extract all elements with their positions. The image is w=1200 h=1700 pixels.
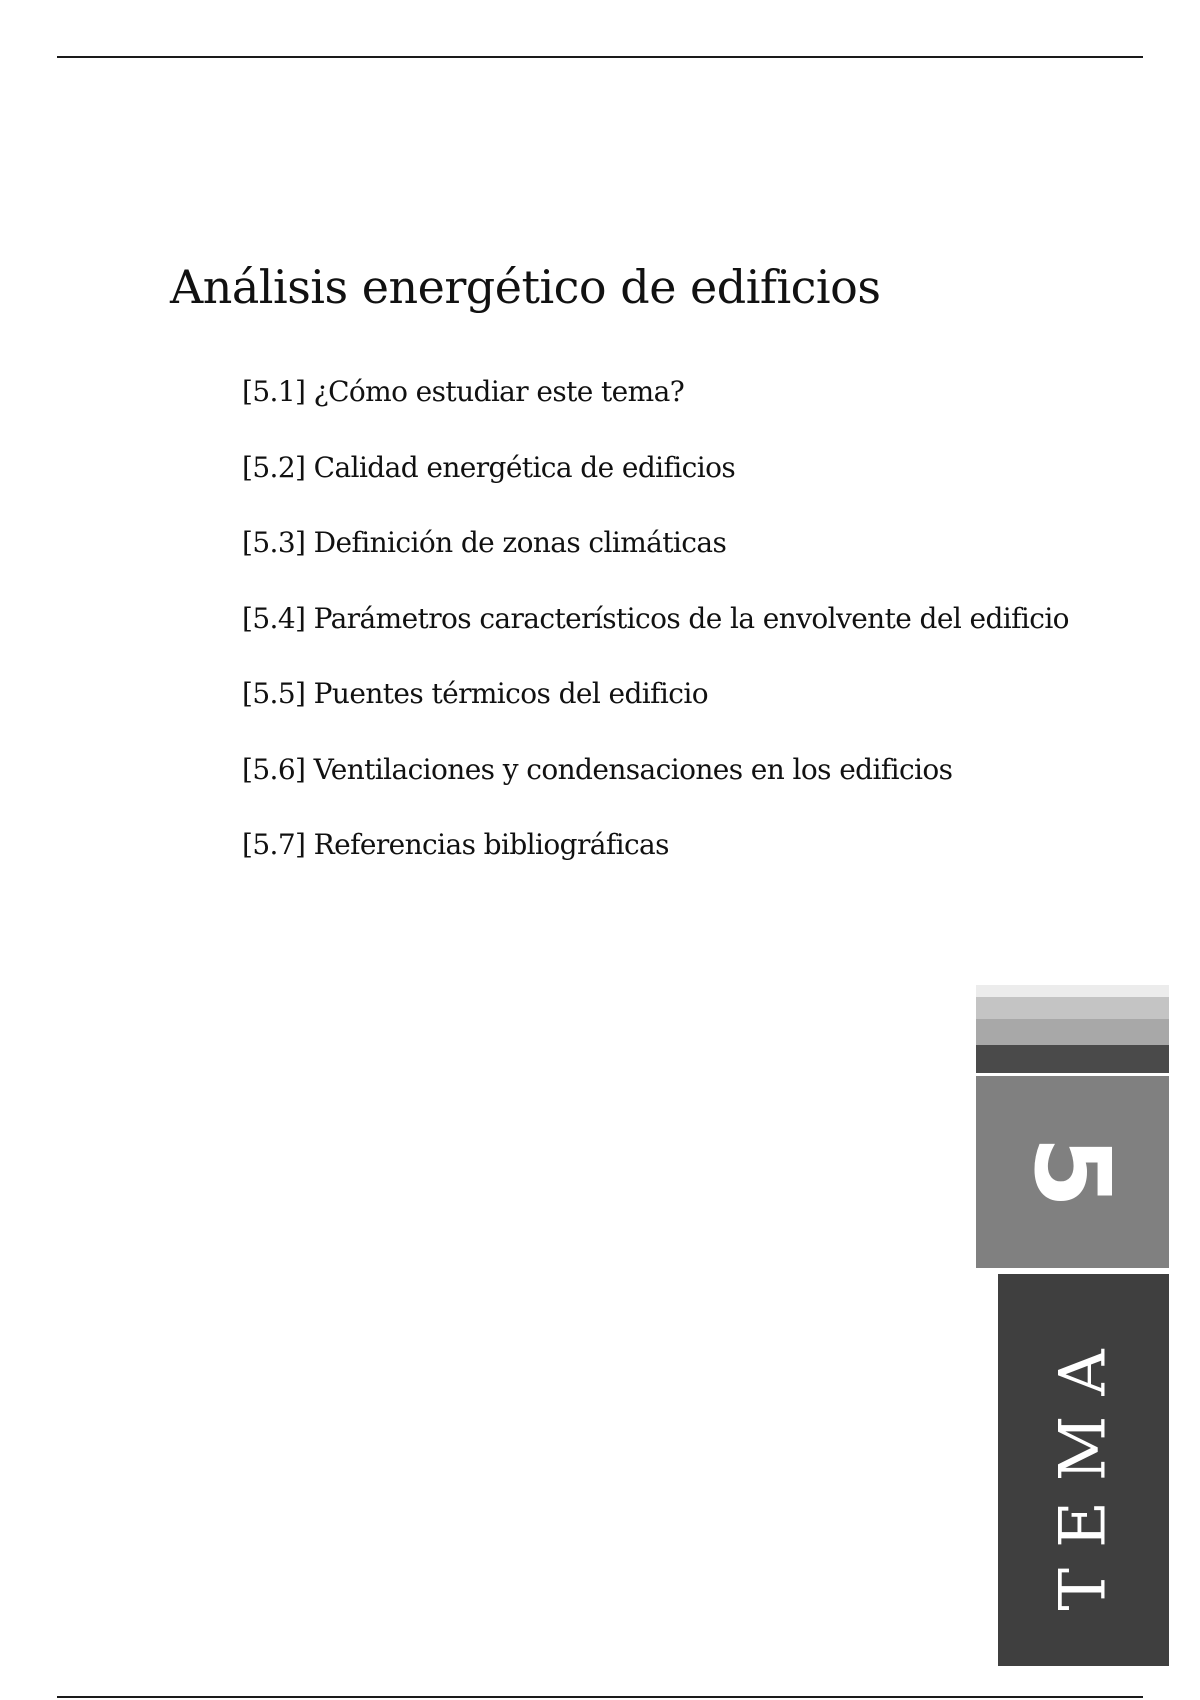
toc-item-5-3: [5.3] Definición de zonas climáticas: [242, 526, 727, 559]
chapter-label-block: [998, 1274, 1169, 1666]
table-of-contents: [242, 372, 1069, 901]
chapter-label: TEMA: [1046, 1329, 1121, 1611]
toc-item-5-2: [5.2] Calidad energética de edificios: [242, 450, 736, 484]
toc-item-5-6: [5.6] Ventilaciones y condensaciones en los edificios: [242, 752, 953, 786]
tab-stripe-silver: [976, 997, 1169, 1019]
toc-item-5-5: [5.5] Puentes térmicos del edificio: [242, 677, 708, 710]
bottom-rule: [57, 1696, 1143, 1698]
tab-stripe-light: [976, 985, 1169, 997]
chapter-number: 5: [1011, 1135, 1134, 1209]
toc-item-5-1: [5.1] ¿Cómo estudiar este tema?: [242, 375, 685, 408]
tab-stripe-gray: [976, 1019, 1169, 1045]
chapter-number-block: [976, 1076, 1169, 1268]
tab-stripe-dark: [976, 1045, 1169, 1073]
toc-item-5-7: [5.7] Referencias bibliográficas: [242, 828, 669, 861]
top-rule: [57, 56, 1143, 58]
toc-item-5-4: [5.4] Parámetros característicos de la envolvente del edificio: [242, 601, 1069, 635]
page-title: Análisis energético de edificios: [170, 260, 881, 314]
